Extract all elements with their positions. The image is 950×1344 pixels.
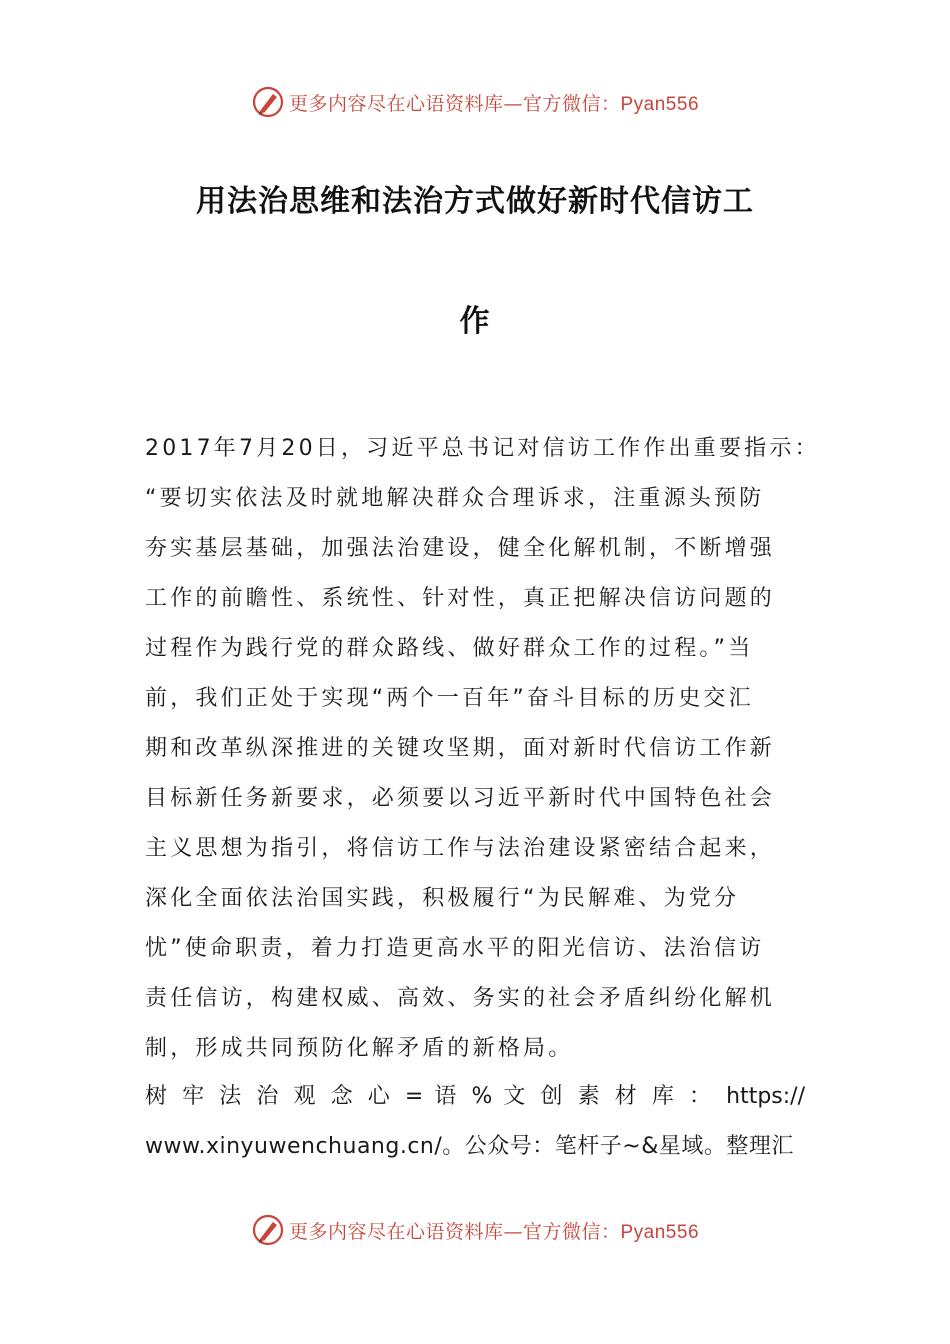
footer-banner-text [289, 1217, 699, 1244]
body-line-10: 深化全面依法治国实践，积极履行“为民解难、为党分 [145, 886, 740, 911]
body-line-6: 前，我们正处于实现“两个一百年”奋斗目标的历史交汇 [145, 686, 754, 711]
body-line-2: “要切实依法及时就地解决群众合理诉求，注重源头预防 [145, 486, 765, 511]
body-line-7: 期和改革纵深推进的关键攻坚期，面对新时代信访工作新 [145, 736, 776, 761]
body-line-14: 树 牢 法 治 观 念 心 = 语 % 文 创 素 材 库 ： https:// [145, 1084, 805, 1109]
body-line-13: 制，形成共同预防化解矛盾的新格局。 [145, 1036, 574, 1061]
banner-handle: Pyan556 [620, 93, 700, 115]
body-line-9: 主义思想为指引，将信访工作与法治建设紧密结合起来， [145, 836, 776, 861]
body-line-5: 过程作为践行党的群众路线、做好群众工作的过程。”当 [145, 636, 754, 661]
document-title-line-2: 作 [459, 304, 491, 339]
footer-banner [0, 1210, 950, 1250]
header-banner [0, 82, 950, 122]
footer-banner-label: 更多内容尽在心语资料库—官方微信： [288, 1220, 621, 1243]
footer-banner-handle: Pyan556 [620, 1221, 700, 1243]
pen-logo-icon [251, 1213, 285, 1247]
banner-text [289, 89, 699, 116]
banner-label: 更多内容尽在心语资料库—官方微信： [288, 92, 621, 115]
body-line-8: 目标新任务新要求，必须要以习近平新时代中国特色社会 [145, 786, 776, 811]
body-line-15: www.xinyuwenchuang.cn/。公众号：笔杆子~&星域。整理汇 [145, 1134, 794, 1159]
pen-logo-icon [251, 85, 285, 119]
body-line-4: 工作的前瞻性、系统性、针对性，真正把解决信访问题的 [145, 586, 776, 611]
body-line-1: 2017年7月20日，习近平总书记对信访工作作出重要指示： [145, 436, 820, 461]
body-line-3: 夯实基层基础，加强法治建设，健全化解机制，不断增强 [145, 536, 776, 561]
document-title-line-1: 用法治思维和法治方式做好新时代信访工 [196, 184, 754, 219]
body-line-11: 忧”使命职责，着力打造更高水平的阳光信访、法治信访 [145, 936, 765, 961]
body-line-12: 责任信访，构建权威、高效、务实的社会矛盾纠纷化解机 [145, 986, 776, 1011]
